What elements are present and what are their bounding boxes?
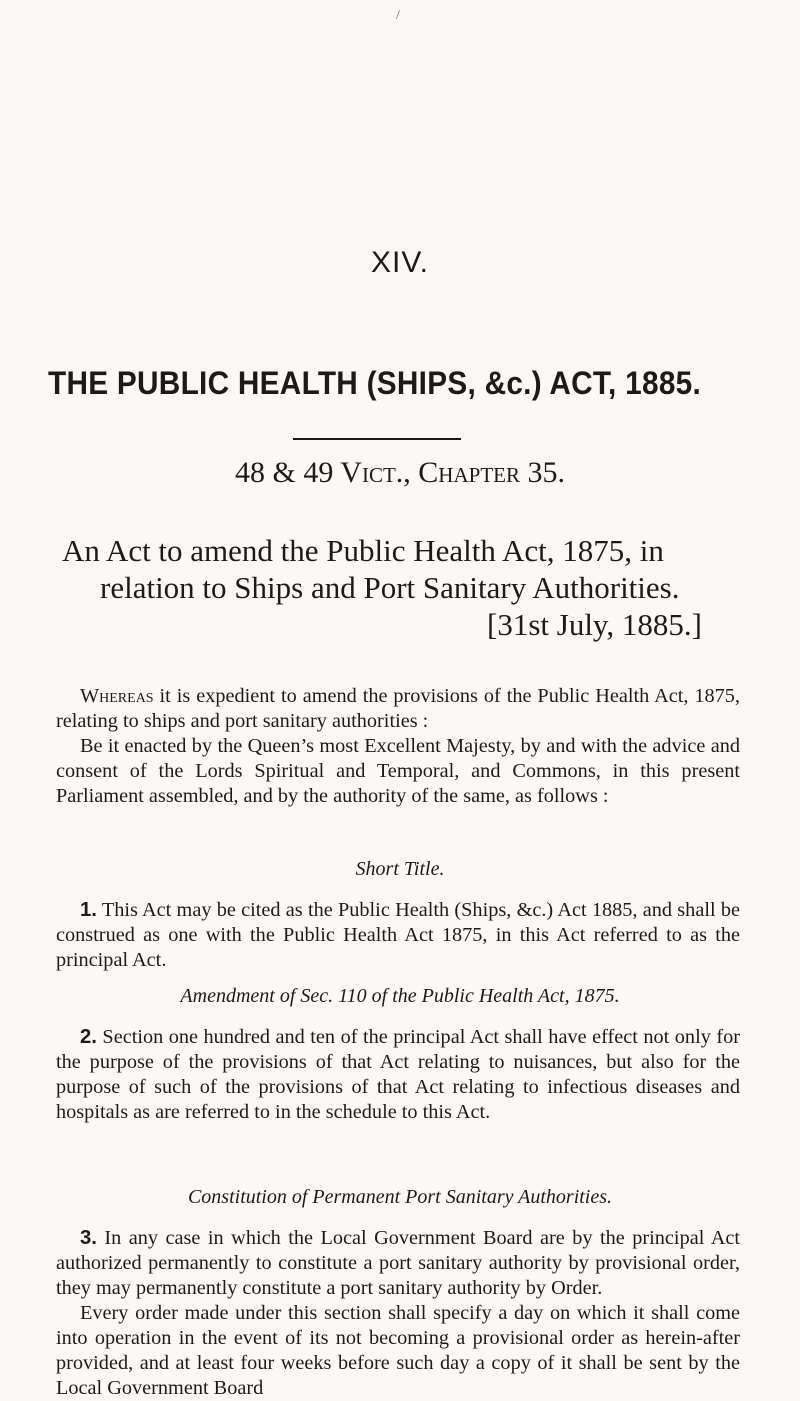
act-title: THE PUBLIC HEALTH (SHIPS, &c.) ACT, 1885.: [48, 365, 702, 401]
long-title: [62, 532, 742, 643]
section-2-heading: Amendment of Sec. 110 of the Public Health Act, 1875.: [180, 985, 620, 1007]
section-1-text: This Act may be cited as the Public Health (Ships, &c.) Act 1885, and shall be construed as one with the Public Health Act 1875, in this Act referred to as the principal Act.: [56, 899, 740, 971]
section-2: [56, 1025, 740, 1125]
long-title-line-2: relation to Ships and Port Sanitary Authorities.: [100, 570, 680, 605]
section-2-number: 2.: [80, 1026, 97, 1048]
section-2-text: Section one hundred and ten of the principal Act shall have effect not only for the purpose of the provisions of that Act relating to nuisances, but also for the purpose of such of the provisions of that Act relating to infectious diseases and hospitals as are referred to in the schedule to this Act.: [56, 1026, 740, 1123]
preamble: [56, 684, 740, 809]
section-1: [56, 898, 740, 973]
section-3-text: In any case in which the Local Government Board are by the principal Act authorized permanently to constitute a port sanitary authority by provisional order, they may permanently constitute a port sanitary authority by Order.: [56, 1227, 740, 1299]
section-3-heading: Constitution of Permanent Port Sanitary Authorities.: [187, 1186, 613, 1208]
section-1-number: 1.: [80, 899, 97, 921]
section-3: [56, 1226, 740, 1401]
section-1-heading: Short Title.: [355, 858, 445, 880]
long-title-line-1: An Act to amend the Public Health Act, 1875, in: [62, 533, 664, 568]
chapter-citation: 48 & 49 Vict., Chapter 35.: [235, 456, 565, 489]
section-3-text-2: Every order made under this section shall specify a day on which it shall come into operation in the event of its not becoming a provisional order as herein-after provided, and at least four weeks before such day a copy of it shall be sent by the Local Government Board: [56, 1302, 740, 1399]
section-numeral: XIV.: [371, 246, 429, 279]
page-mark: /: [396, 8, 400, 23]
section-3-number: 3.: [80, 1227, 97, 1249]
preamble-lead: Whereas: [80, 685, 154, 707]
enacting-clause: Be it enacted by the Queen’s most Excellent Majesty, by and with the advice and consent of the Lords Spiritual and Temporal, and Commons, in this present Parliament assembled, and by the authority of the same, as follows :: [56, 735, 740, 807]
assent-date: [31st July, 1885.]: [487, 607, 702, 642]
divider-rule: [293, 438, 461, 440]
preamble-text: it is expedient to amend the provisions of the Public Health Act, 1875, relating to ships and port sanitary authorities :: [56, 685, 740, 732]
